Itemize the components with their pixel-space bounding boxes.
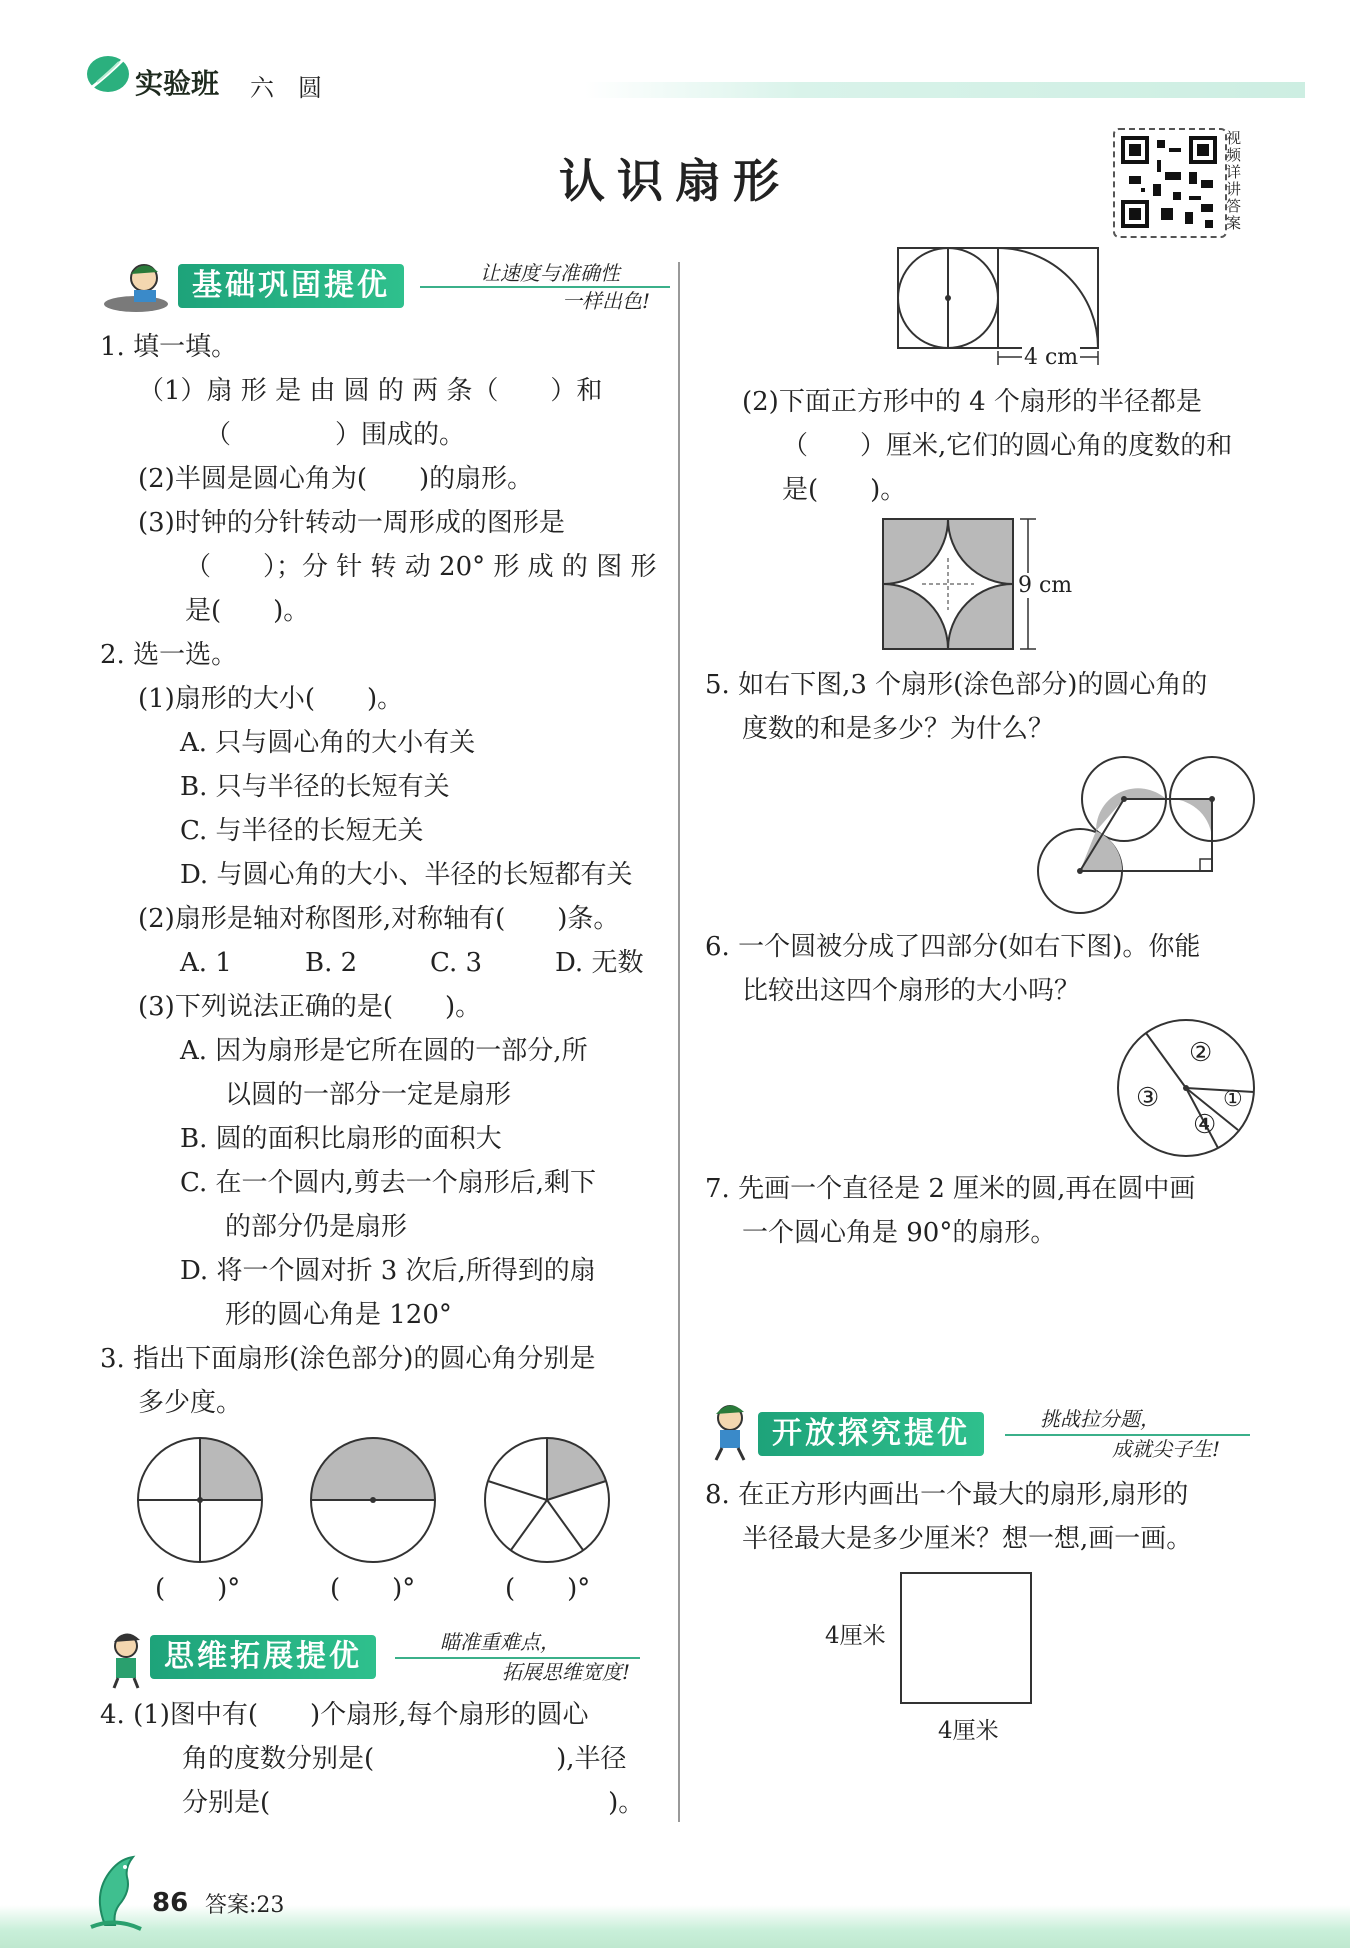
section-basic-slogan-2: 一样出色!	[561, 289, 650, 313]
cartoon-mascot-icon	[98, 258, 178, 316]
q4-line-1: 4. (1)图中有( )个扇形,每个扇形的圆心	[100, 1700, 589, 1730]
q5-line-1: 5. 如右下图,3 个扇形(涂色部分)的圆心角的	[705, 670, 1208, 700]
q1-b: (2)半圆是圆心角为( )的扇形。	[138, 464, 534, 494]
q4-fig1-label: 4 cm	[1024, 345, 1079, 370]
footer-band	[0, 1905, 1350, 1948]
q2-p2-option-c: C. 3	[430, 948, 483, 978]
q7-line-2: 一个圆心角是 90°的扇形。	[742, 1218, 1057, 1248]
qr-pattern-icon	[1121, 136, 1217, 228]
q2-p2: (2)扇形是轴对称图形,对称轴有( )条。	[138, 904, 620, 934]
section-thinking-label: 思维拓展提优	[164, 1639, 362, 1674]
q2-p3-option-a-2: 以圆的一部分一定是扇形	[225, 1080, 512, 1110]
dolphin-icon	[85, 1855, 145, 1933]
section-basic-slogan-1: 让速度与准确性	[480, 261, 620, 285]
q8-line-1: 8. 在正方形内画出一个最大的扇形,扇形的	[705, 1480, 1189, 1510]
q6-label-4: ④	[1193, 1110, 1217, 1140]
q1-c-line-2: （ ）；分 针 转 动 20° 形 成 的 图 形	[185, 552, 657, 582]
column-divider	[678, 262, 680, 1822]
q1-heading: 1. 填一填。	[100, 332, 238, 362]
q5-figure	[1036, 755, 1258, 915]
q2-p3: (3)下列说法正确的是( )。	[138, 992, 482, 1022]
q6-line-1: 6. 一个圆被分成了四部分(如右下图)。你能	[705, 932, 1201, 962]
q2-p3-option-c-2: 的部分仍是扇形	[225, 1212, 408, 1242]
q4-line-2: 角的度数分别是( ),半径	[182, 1744, 627, 1774]
q3-circle-fifth	[484, 1437, 610, 1563]
qr-label: 视频详讲答案	[1226, 129, 1242, 232]
section-banner-thinking	[150, 1635, 376, 1679]
q2-p2-option-a: A. 1	[180, 948, 232, 978]
q2-p1: (1)扇形的大小( )。	[138, 684, 404, 714]
page-title: 认识扇形	[559, 154, 791, 208]
q1-a-line-2: （ ）围成的。	[205, 420, 466, 450]
q2-p2-option-d: D. 无数	[555, 948, 644, 978]
q6-label-2: ②	[1189, 1038, 1213, 1068]
q3-circle-quarter	[137, 1437, 263, 1563]
q2-p3-option-a-1: A. 因为扇形是它所在圆的一部分,所	[180, 1036, 588, 1066]
section-open-slogan-2: 成就尖子生!	[1111, 1437, 1220, 1461]
q6-label-1: ①	[1223, 1087, 1243, 1112]
q1-a-line-1: （1）扇 形 是 由 圆 的 两 条（ ）和	[138, 376, 603, 406]
section-banner-open	[758, 1412, 984, 1456]
q2-p1-option-b: B. 只与半径的长短有关	[180, 772, 450, 802]
q2-p1-option-c: C. 与半径的长短无关	[180, 816, 424, 846]
leaf-logo-icon	[85, 52, 131, 96]
q6-line-2: 比较出这四个扇形的大小吗？	[742, 976, 1081, 1006]
section-basic-label: 基础巩固提优	[192, 268, 390, 303]
q5-line-2: 度数的和是多少？为什么？	[742, 714, 1055, 744]
brand-label: 实验班	[135, 67, 220, 100]
q3-circle-half	[310, 1437, 436, 1563]
section-banner-basic	[178, 264, 404, 308]
answer-ref: 答案:23	[205, 1893, 285, 1918]
q2-p3-option-c-1: C. 在一个圆内,剪去一个扇形后,剩下	[180, 1168, 597, 1198]
q3-line-2: 多少度。	[138, 1388, 243, 1418]
q4-p2-line-3: 是( )。	[782, 475, 907, 505]
q2-p3-option-d-1: D. 将一个圆对折 3 次后,所得到的扇	[180, 1256, 596, 1286]
page-number: 86	[152, 1888, 189, 1918]
q2-p2-option-b: B. 2	[305, 948, 358, 978]
q6-label-3: ③	[1136, 1083, 1160, 1113]
section-thinking-slogan-1: 瞄准重难点，	[440, 1630, 560, 1654]
q3-blank-1: ( )°	[155, 1574, 241, 1604]
q4-fig2-label: 9 cm	[1018, 573, 1073, 598]
q8-bottom-label: 4厘米	[938, 1718, 999, 1744]
q8-line-2: 半径最大是多少厘米？想一想,画一画。	[742, 1524, 1193, 1554]
q1-c-line-3: 是( )。	[185, 596, 310, 626]
cartoon-mascot-icon	[700, 1400, 758, 1462]
q3-blank-2: ( )°	[330, 1574, 416, 1604]
q2-p3-option-b: B. 圆的面积比扇形的面积大	[180, 1124, 502, 1154]
q3-line-1: 3. 指出下面扇形(涂色部分)的圆心角分别是	[100, 1344, 596, 1374]
section-open-label: 开放探究提优	[772, 1416, 970, 1451]
q4-p2-line-2: （ ）厘米,它们的圆心角的度数的和	[782, 431, 1233, 461]
section-open-slogan-1: 挑战拉分题，	[1040, 1407, 1160, 1431]
q2-heading: 2. 选一选。	[100, 640, 238, 670]
qr-code[interactable]	[1113, 128, 1227, 238]
q7-line-1: 7. 先画一个直径是 2 厘米的圆,再在圆中画	[705, 1174, 1196, 1204]
q2-p3-option-d-2: 形的圆心角是 120°	[225, 1300, 452, 1330]
q4-p2-line-1: (2)下面正方形中的 4 个扇形的半径都是	[742, 387, 1202, 417]
q2-p1-option-a: A. 只与圆心角的大小有关	[180, 728, 476, 758]
q8-side-label: 4厘米	[825, 1623, 886, 1649]
q4-line-3: 分别是( )。	[182, 1788, 645, 1818]
section-thinking-slogan-2: 拓展思维宽度!	[501, 1660, 630, 1684]
cartoon-mascot-icon	[100, 1630, 152, 1690]
chapter-label: 六 圆	[250, 74, 322, 102]
q2-p1-option-d: D. 与圆心角的大小、半径的长短都有关	[180, 860, 633, 890]
header-band	[585, 82, 1305, 98]
q1-c-line-1: (3)时钟的分针转动一周形成的图形是	[138, 508, 565, 538]
q8-square	[900, 1572, 1034, 1706]
q3-blank-3: ( )°	[505, 1574, 591, 1604]
